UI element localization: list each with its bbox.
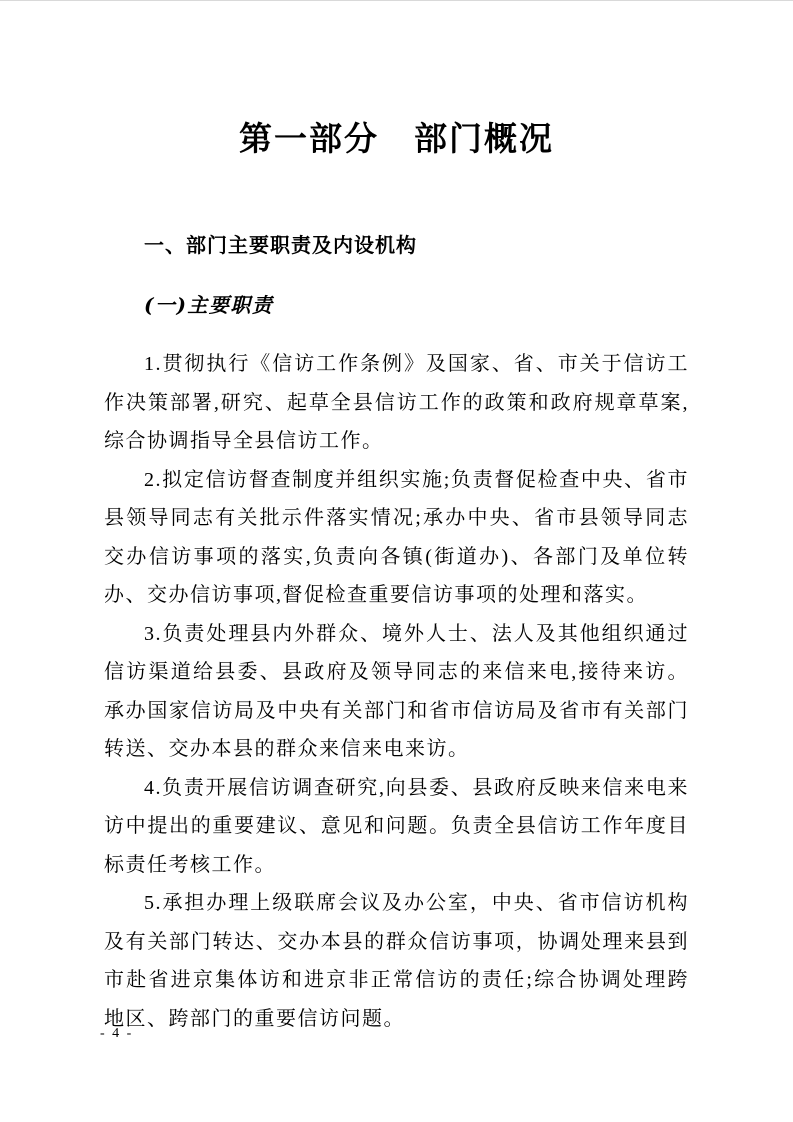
paragraph-5: 5.承担办理上级联席会议及办公室，中央、省市信访机构及有关部门转达、交办本县的群众信访事项，协调处理来县到市赴省进京集体访和进京非正常信访的责任;综合协调处理跨地区、跨部门的重要信访问题。 [104, 892, 689, 1030]
subsection-heading: (一)主要职责 [144, 293, 274, 317]
paragraph-2: 2.拟定信访督查制度并组织实施;负责督促检查中央、省市县领导同志有关批示件落实情况;承办中央、省市县领导同志交办信访事项的落实,负责向各镇(街道办)、各部门及单位转办、交办信访事项,督促检查重要信访事项的处理和落实。 [104, 468, 689, 606]
body-text [104, 345, 689, 1038]
section-heading: 一、部门主要职责及内设机构 [144, 233, 417, 257]
document-content [104, 1, 689, 1038]
page-title: 第一部分 部门概况 [239, 119, 554, 158]
paragraph-4: 4.负责开展信访调查研究,向县委、县政府反映来信来电来访中提出的重要建议、意见和问题。负责全县信访工作年度目标责任考核工作。 [104, 776, 689, 876]
paragraph-1: 1.贯彻执行《信访工作条例》及国家、省、市关于信访工作决策部署,研究、起草全县信访工作的政策和政府规章草案,综合协调指导全县信访工作。 [104, 353, 689, 452]
paragraph-3: 3.负责处理县内外群众、境外人士、法人及其他组织通过信访渠道给县委、县政府及领导同志的来信来电,接待来访。承办国家信访局及中央有关部门和省市信访局及省市有关部门转送、交办本县的群众来信来电来访。 [104, 622, 689, 760]
page-number: - 4 - [100, 1026, 134, 1041]
